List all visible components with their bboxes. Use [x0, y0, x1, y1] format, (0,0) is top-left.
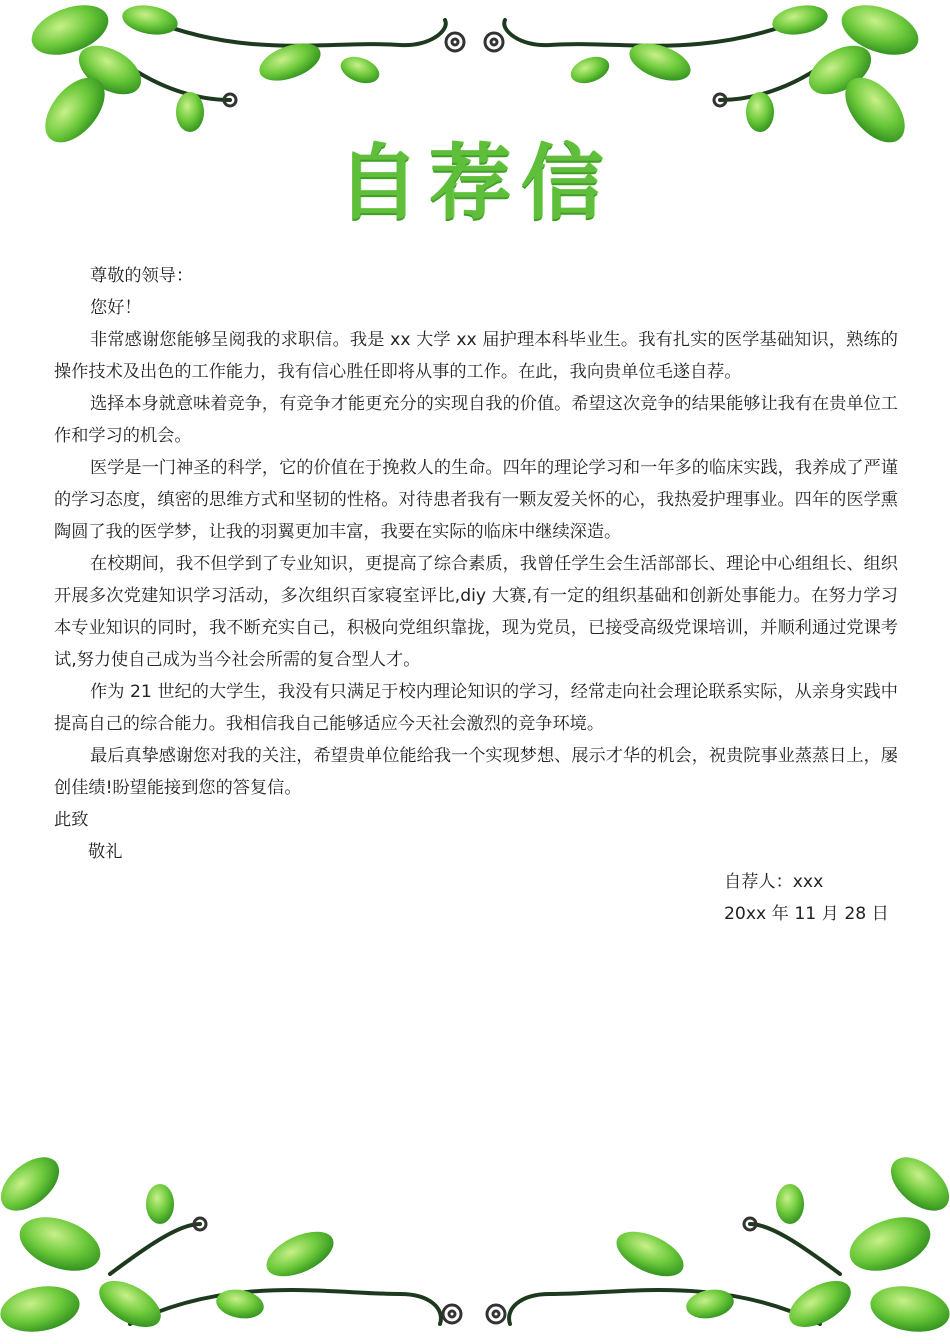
paragraph-5: 作为 21 世纪的大学生，我没有只满足于校内理论知识的学习，经常走向社会理论联系实际，从亲身实践中提高自己的综合能力。我相信我自己能够适应今天社会激烈的竞争环境。	[54, 682, 898, 734]
bottom-leaf-vine-border	[0, 1144, 950, 1344]
closing-1: 此致	[54, 810, 89, 830]
letter-date: 20xx 年 11 月 28 日	[724, 904, 889, 924]
letter-title: 自荐信	[336, 135, 613, 231]
paragraph-4: 在校期间，我不但学到了专业知识，更提高了综合素质，我曾任学生会生活部部长、理论中心组组长、组织开展多次党建知识学习活动，多次组织百家寝室评比,diy 大赛,有一定的组织基础和创新处事能力。在努力学习本专业知识的同时，我不断充实自己，积极向党组织靠拢，现为党员，已接受高级党课培训，并顺利通过党课考试,努力使自己成为当今社会所需的复合型人才。	[54, 554, 898, 670]
signature-block	[724, 866, 889, 930]
paragraph-1: 非常感谢您能够呈阅我的求职信。我是 xx 大学 xx 届护理本科毕业生。我有扎实的医学基础知识，熟练的操作技术及出色的工作能力，我有信心胜任即将从事的工作。在此，我向贵单位毛遂自荐。	[54, 330, 898, 382]
letter-body	[54, 260, 898, 868]
signer: 自荐人：xxx	[724, 872, 824, 892]
paragraph-3: 医学是一门神圣的科学，它的价值在于挽救人的生命。四年的理论学习和一年多的临床实践，我养成了严谨的学习态度，缜密的思维方式和坚韧的性格。对待患者我有一颗友爱关怀的心，我热爱护理事业。四年的医学熏陶圆了我的医学梦，让我的羽翼更加丰富，我要在实际的临床中继续深造。	[54, 458, 898, 542]
salutation: 尊敬的领导：	[90, 266, 194, 286]
closing-2: 敬礼	[88, 842, 123, 862]
paragraph-2: 选择本身就意味着竞争，有竞争才能更充分的实现自我的价值。希望这次竞争的结果能够让我有在贵单位工作和学习的机会。	[54, 394, 898, 446]
greeting: 您好！	[90, 298, 142, 318]
paragraph-6: 最后真挚感谢您对我的关注，希望贵单位能给我一个实现梦想、展示才华的机会，祝贵院事业蒸蒸日上，屡创佳绩!盼望能接到您的答复信。	[54, 746, 898, 798]
